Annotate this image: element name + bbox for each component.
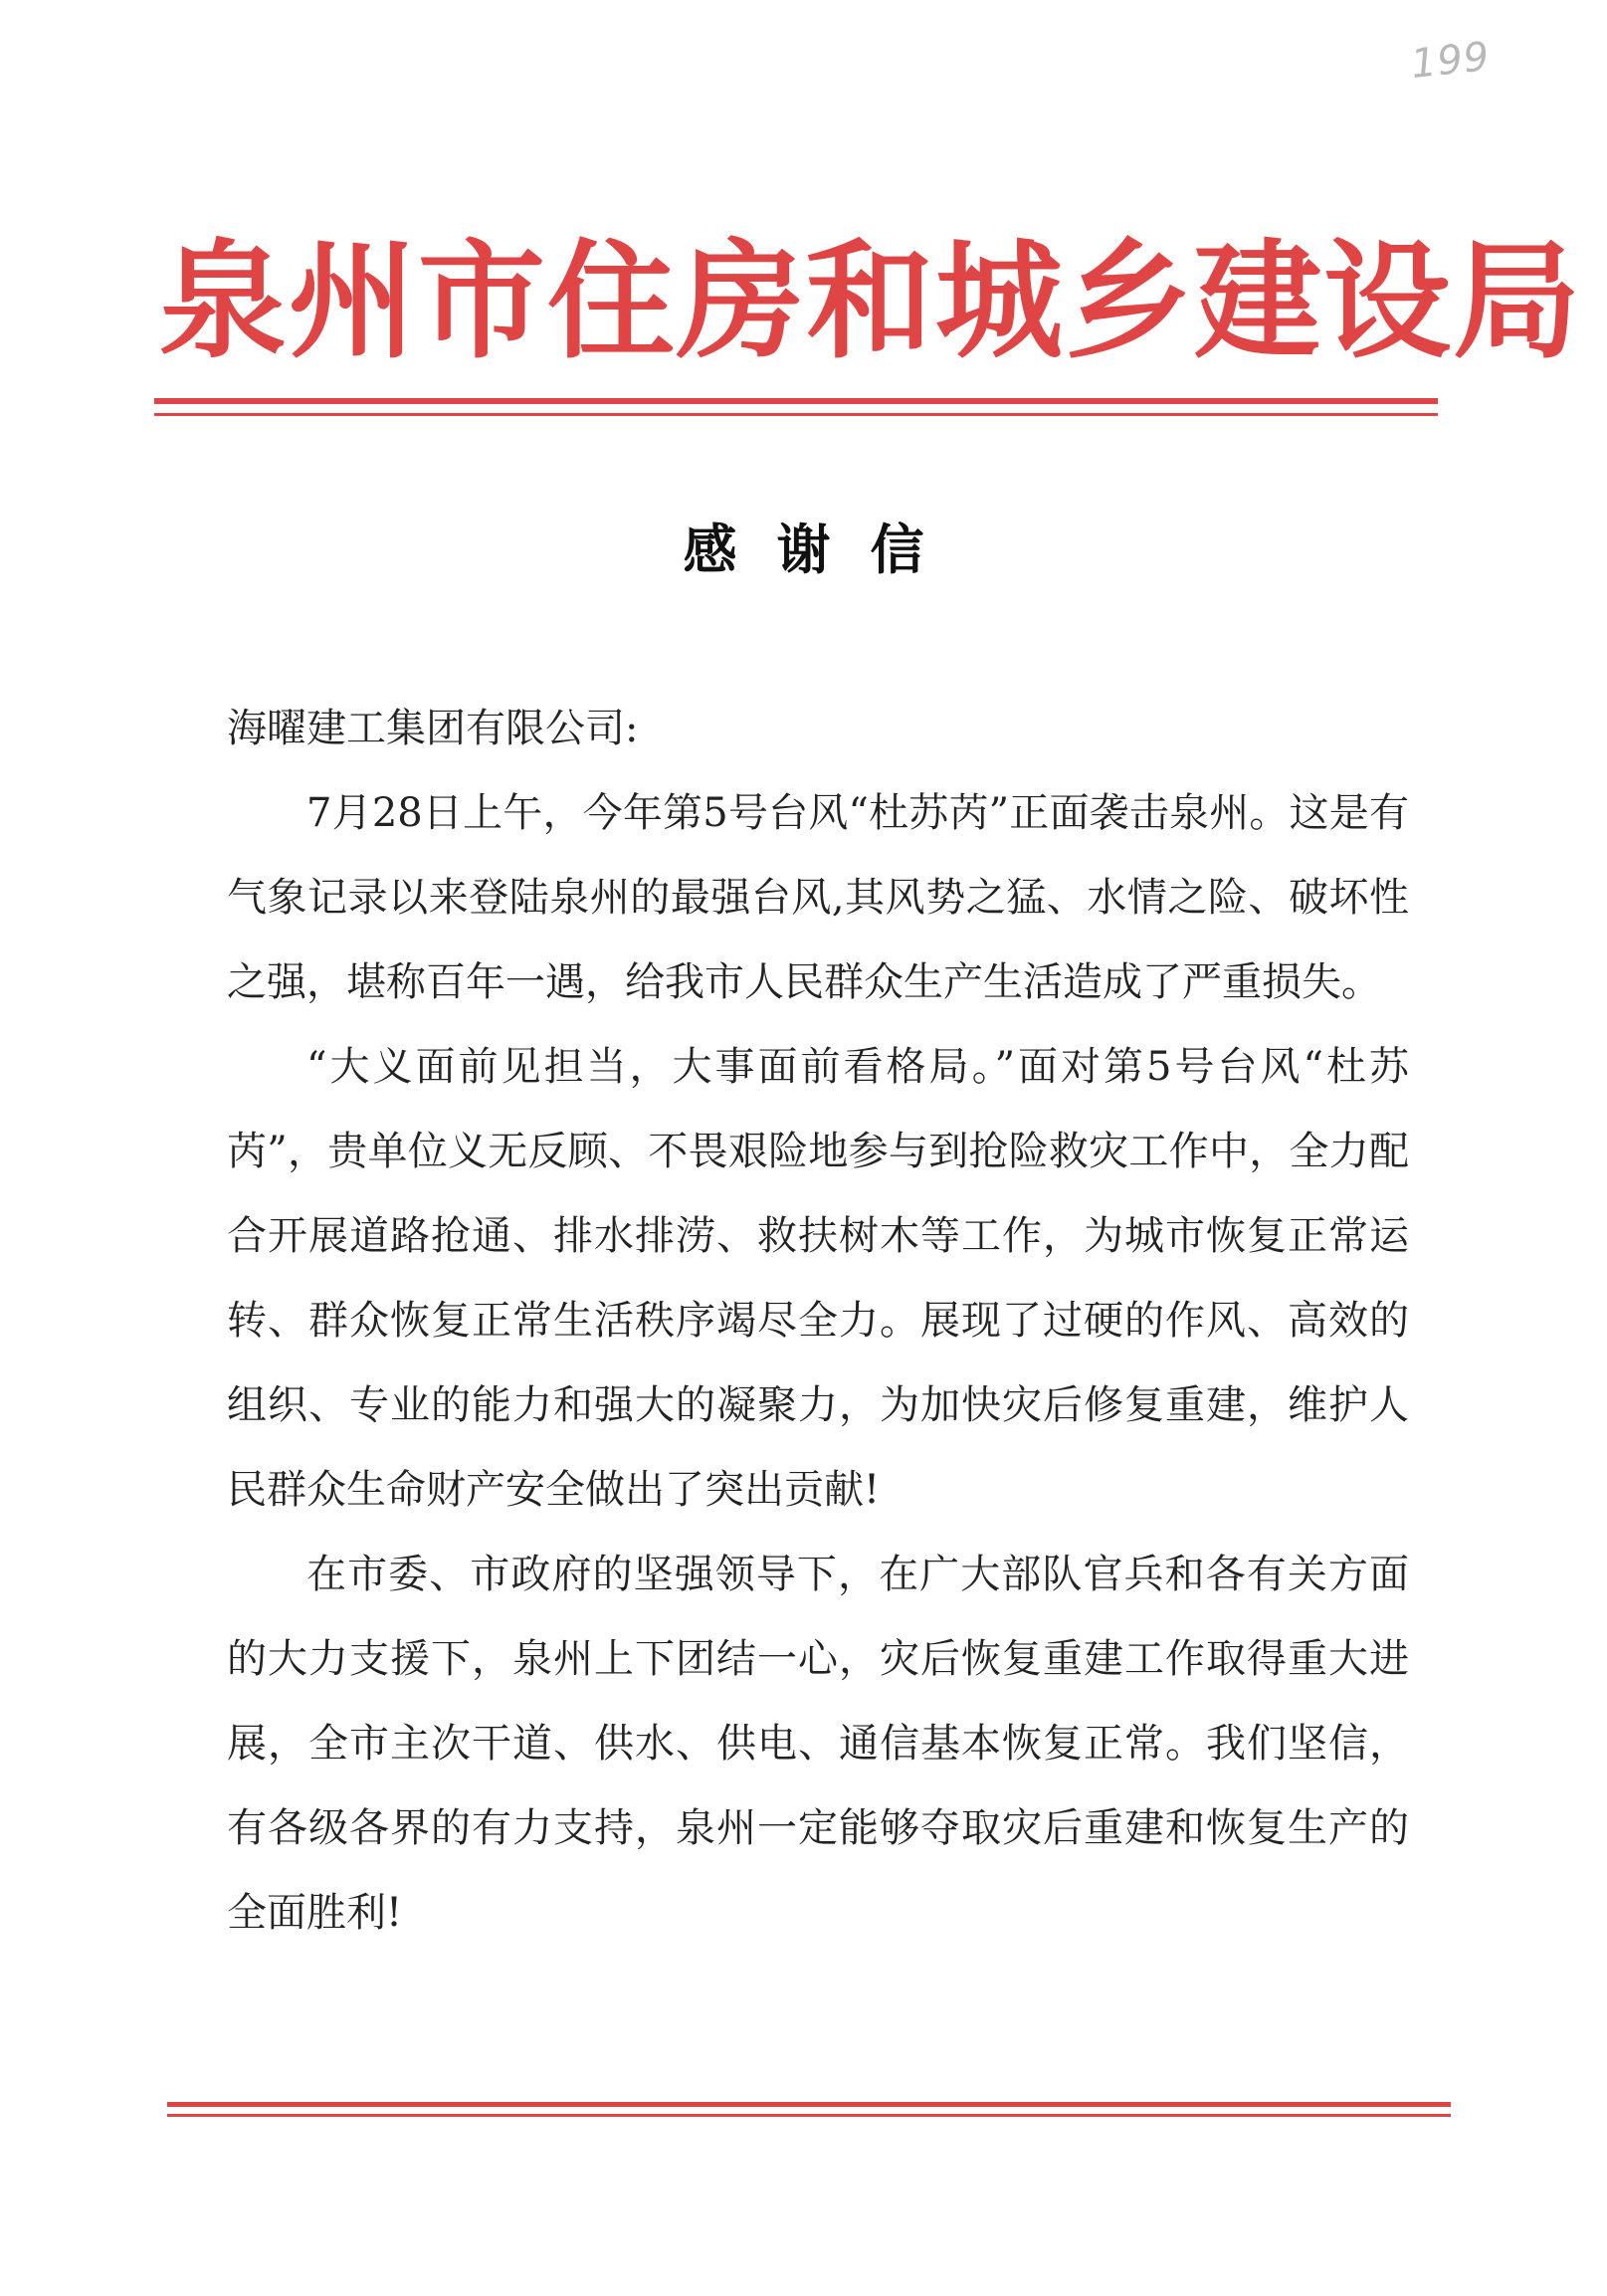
page-number: 199 [1408, 33, 1493, 89]
footer-divider-thin [167, 2114, 1451, 2117]
paragraph-3: 在市委、市政府的坚强领导下，在广大部队官兵和各有关方面的大力支援下，泉州上下团结一心，灾后恢复重建工作取得重大进展，全市主次干道、供水、供电、通信基本恢复正常。我们坚信，有各级各界的有力支持，泉州一定能够夺取灾后重建和恢复生产的全面胜利! [227, 1552, 1409, 1936]
footer-divider-thick [167, 2102, 1451, 2107]
letterhead-divider-thick [154, 398, 1438, 404]
letterhead-title: 泉州市住房和城乡建设局 [159, 227, 1583, 376]
paragraph-2: “大义面前见担当，大事面前看格局。”面对第5号台风“杜苏芮”，贵单位义无反顾、不畏艰险地参与到抢险救灾工作中，全力配合开展道路抢通、排水排涝、救扶树木等工作，为城市恢复正常运转、群众恢复正常生活秩序竭尽全力。展现了过硬的作风、高效的组织、专业的能力和强大的凝聚力，为加快灾后修复重建，维护人民群众生命财产安全做出了突出贡献! [227, 1044, 1409, 1513]
paragraph-1: 7月28日上午，今年第5号台风“杜苏芮”正面袭击泉州。这是有气象记录以来登陆泉州的最强台风,其风势之猛、水情之险、破坏性之强，堪称百年一遇，给我市人民群众生产生活造成了严重损失。 [227, 790, 1409, 1005]
salutation: 海曜建工集团有限公司: [227, 706, 639, 751]
document-title: 感谢信 [683, 518, 964, 581]
letter-body [227, 687, 1409, 1956]
letterhead-divider-thin [154, 413, 1438, 416]
